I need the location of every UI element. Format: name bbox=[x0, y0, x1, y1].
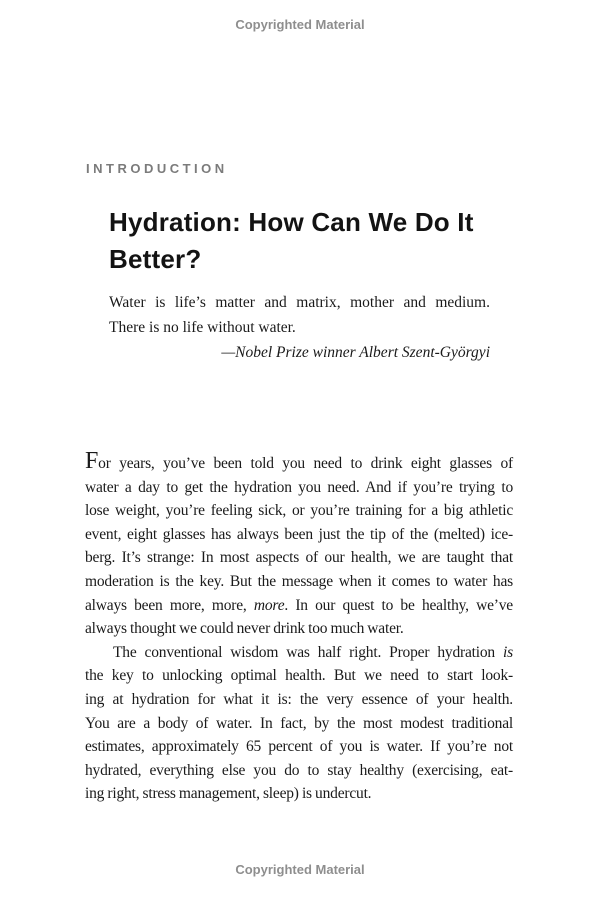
body-line: always been more, more, more. In our quest to be healthy, we’ve bbox=[85, 596, 513, 614]
body-line: water a day to get the hydration you need. And if you’re trying to bbox=[85, 478, 513, 496]
copyright-notice-top: Copyrighted Material bbox=[235, 17, 365, 32]
body-line: The conventional wisdom was half right. Proper hydration is bbox=[113, 643, 513, 661]
epigraph-line-2: There is no life without water. bbox=[109, 319, 296, 336]
body-line: the key to unlocking optimal health. But we need to start look- bbox=[85, 667, 513, 685]
body-line: always thought we could never drink too much water. bbox=[85, 620, 404, 638]
raised-cap: F bbox=[85, 448, 99, 474]
body-line: lose weight, you’re feeling sick, or you’re training for a big athletic bbox=[85, 502, 513, 520]
body-line: For years, you’ve been told you need to drink eight glasses of bbox=[85, 448, 513, 474]
body-line: estimates, approximately 65 percent of you is water. If you’re not bbox=[85, 738, 513, 756]
copyright-notice-bottom: Copyrighted Material bbox=[235, 862, 365, 877]
body-line: berg. It’s strange: In most aspects of our health, we are taught that bbox=[85, 549, 513, 567]
epigraph-line-1: Water is life’s matter and matrix, mother and medium. bbox=[109, 294, 490, 311]
body-text bbox=[85, 448, 513, 806]
epigraph bbox=[109, 290, 490, 365]
body-line: moderation is the key. But the message when it comes to water has bbox=[85, 572, 513, 590]
body-line: ing at hydration for what it is: the very essence of your health. bbox=[85, 690, 513, 708]
body-line: hydrated, everything else you do to stay healthy (exercising, eat- bbox=[85, 761, 513, 779]
title-line-2: Better? bbox=[109, 244, 202, 274]
body-line: ing right, stress management, sleep) is undercut. bbox=[85, 785, 372, 803]
epigraph-attribution: —Nobel Prize winner Albert Szent-Györgyi bbox=[221, 344, 490, 361]
page-title bbox=[109, 204, 569, 278]
title-line-1: Hydration: How Can We Do It bbox=[109, 207, 474, 237]
body-line: event, eight glasses has always been just the tip of the (melted) ice- bbox=[85, 525, 513, 543]
body-line: You are a body of water. In fact, by the most modest traditional bbox=[85, 714, 513, 732]
section-label: INTRODUCTION bbox=[86, 161, 228, 176]
